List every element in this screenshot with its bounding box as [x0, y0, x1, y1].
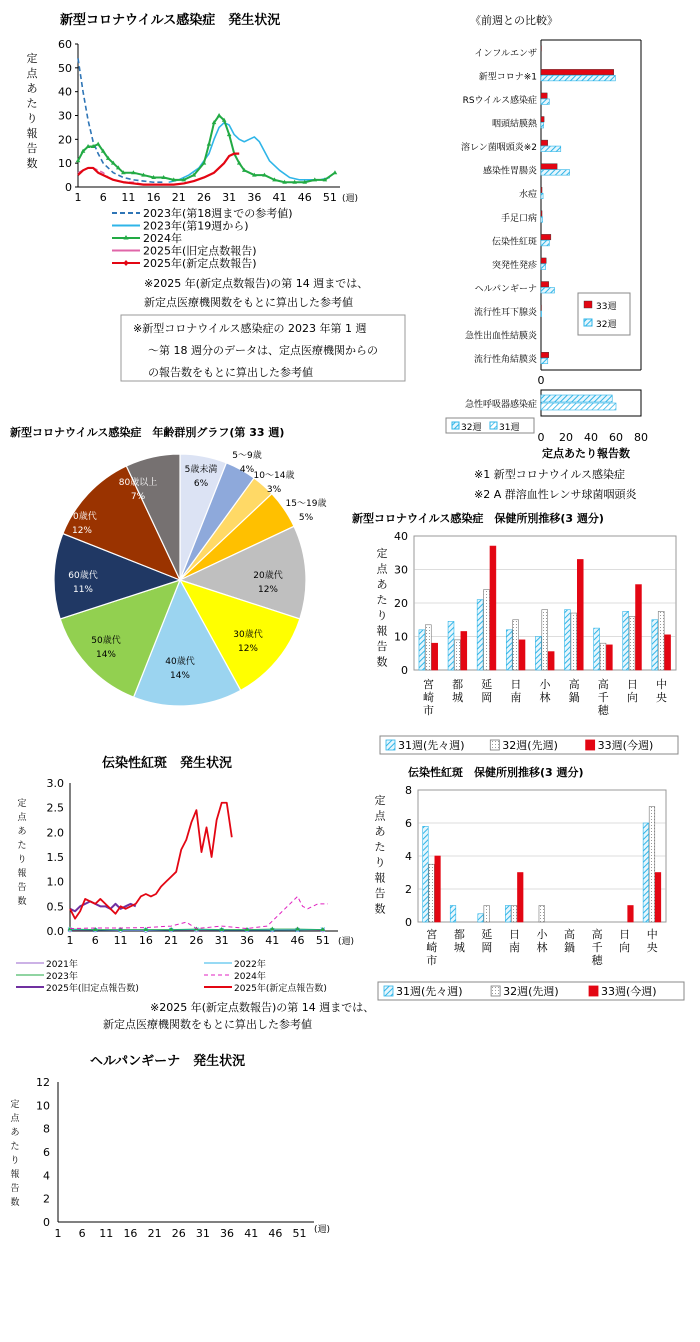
covid-hc-bar-0-7 [623, 611, 629, 670]
herp-trend-xtick: 11 [99, 1227, 114, 1240]
compare-bar-33-0 [541, 46, 542, 52]
covid-hc-legend-label: 32週(先週) [502, 739, 558, 752]
compare-legend-label: 32週 [596, 320, 617, 330]
compare-bar-32-3 [541, 123, 544, 129]
compare-bar-33-1 [541, 69, 614, 75]
pie-slice-label: 5歳未満 [184, 465, 218, 475]
compare-title: 《前週との比較》 [470, 14, 558, 27]
fifth-trend-series-5 [70, 803, 232, 919]
compare-bar-32-11 [541, 311, 542, 317]
fifth-hc-ytick: 0 [405, 916, 412, 929]
compare-bar-33-3 [541, 117, 544, 123]
covid-trend-box-line: ～第 18 週分のデータは、定点医療機関からの [148, 344, 378, 357]
fifth-hc-ytick: 8 [405, 784, 412, 797]
covid-hc-bar-2-4 [548, 652, 554, 670]
fifth-trend-xtick: 11 [113, 934, 128, 947]
fifth-hc-legend-swatch-2 [589, 986, 598, 996]
covid-hc-category-label: 延岡 [481, 678, 493, 704]
covid-trend-legend-marker [123, 260, 128, 266]
fifth-hc-bar-0-3 [505, 906, 511, 923]
fifth-hc-category-label: 都城 [453, 928, 465, 954]
covid-trend-xtick: 36 [247, 191, 262, 204]
fifth-trend-xtick: 26 [189, 934, 204, 947]
acute-xtick: 60 [609, 431, 623, 444]
compare-bar-32-8 [541, 240, 549, 246]
fifth-trend-note: 新定点医療機関数をもとに算出した参考値 [103, 1018, 312, 1031]
covid-trend-xtick: 41 [272, 191, 287, 204]
fifth-trend-xtick: 36 [239, 934, 254, 947]
fifth-trend-legend-item: 2021年 [46, 960, 78, 970]
covid-hc-bar-2-3 [519, 640, 525, 670]
covid-trend-xtick: 16 [146, 191, 161, 204]
fifth-hc-bar-0-1 [450, 906, 456, 923]
acute-xtick: 0 [537, 431, 545, 444]
pie-slice-pct: 12% [257, 585, 279, 595]
pie-slice-label: 40歳代 [165, 657, 195, 667]
acute-legend-swatch-31 [490, 422, 497, 429]
fifth-hc-bar-0-2 [478, 914, 484, 922]
covid-hc-bar-1-0 [425, 625, 431, 670]
covid-hc-legend-swatch-0 [386, 740, 395, 750]
fifth-hc-ytick: 6 [405, 817, 412, 830]
compare-bar-32-5 [541, 170, 570, 176]
compare-disease-label: 流行性耳下腺炎 [473, 308, 537, 319]
herp-trend-xtick: 51 [292, 1227, 307, 1240]
compare-legend-label: 33週 [596, 302, 617, 312]
covid-trend-xtick: 21 [171, 191, 186, 204]
compare-disease-label: RSウイルス感染症 [462, 95, 537, 106]
pie-slice-label: 60歳代 [68, 571, 98, 581]
fifth-hc-legend-label: 32週(先週) [503, 985, 559, 998]
pie-slice-pct: 5% [298, 513, 314, 523]
pie-slice-pct: 4% [239, 465, 255, 475]
pie-slice-label: 30歳代 [233, 630, 263, 640]
covid-trend-axis-unit: (週) [342, 194, 359, 204]
compare-bar-33-6 [541, 187, 542, 193]
covid-hc-ytick: 20 [394, 597, 408, 610]
pie-slice-label: 20歳代 [253, 571, 283, 581]
acute-xtick: 40 [584, 431, 598, 444]
compare-bar-33-4 [541, 140, 548, 146]
fifth-trend-legend-item: 2025年(新定点報告数) [234, 984, 327, 994]
covid-trend-ytick: 30 [58, 109, 72, 123]
compare-bar-33-11 [541, 305, 542, 311]
pie-slice-label: 15～19歳 [285, 499, 327, 509]
covid-hc-ylabel-text: 定点あたり報告数 [376, 547, 388, 669]
fifth-trend-xtick: 41 [265, 934, 280, 947]
acute-xtick: 20 [559, 431, 573, 444]
covid-trend-note: 新定点医療機関数をもとに算出した参考値 [144, 296, 353, 309]
compare-legend-swatch-33 [584, 301, 592, 308]
covid-hc-category-label: 宮崎市 [423, 678, 435, 717]
covid-hc-bar-2-2 [490, 546, 496, 670]
herp-trend-xtick: 31 [195, 1227, 210, 1240]
fifth-hc-legend-label: 31週(先々週) [396, 985, 463, 998]
covid-hc-category-label: 都城 [452, 678, 464, 704]
herp-trend-xtick: 36 [220, 1227, 235, 1240]
covid-trend-ytick: 20 [58, 133, 72, 147]
covid-trend-xtick: 46 [297, 191, 312, 204]
herp-trend-ylabel [10, 1098, 20, 1208]
fifth-trend-axis-unit: (週) [338, 937, 355, 947]
acute-legend-swatch-32 [452, 422, 459, 429]
covid-hc-bar-2-5 [577, 559, 583, 670]
fifth-trend-xtick: 21 [164, 934, 179, 947]
covid-hc-legend-label: 31週(先々週) [398, 739, 465, 752]
covid-trend-xtick: 26 [196, 191, 211, 204]
covid-hc-category-label: 高千穂 [597, 678, 609, 717]
fifth-trend-ylabel-text: 定点あたり報告数 [17, 799, 27, 907]
fifth-trend-ytick: 1.5 [46, 851, 64, 864]
fifth-hc-legend-label: 33週(今週) [601, 985, 657, 998]
age-pie-title: 新型コロナウイルス感染症 年齢群別グラフ(第 33 週) [10, 426, 285, 439]
covid-trend-ytick: 60 [58, 38, 72, 51]
fifth-trend-xtick: 1 [66, 934, 74, 947]
pie-slice-label: 10～14歳 [253, 471, 295, 481]
covid-trend-series-3 [78, 168, 144, 185]
covid-trend-legend-item: 2023年(第19週から) [143, 219, 249, 233]
covid-hc-bar-2-1 [461, 631, 467, 670]
fifth-trend-ytick: 0.5 [46, 900, 64, 914]
covid-hc-ytick: 40 [394, 530, 408, 543]
fifth-hc-category-label: 高千穂 [591, 928, 603, 967]
covid-hc-bar-2-8 [665, 635, 671, 670]
pie-slice-label: 70歳代 [67, 512, 97, 522]
compare-bar-33-2 [541, 93, 547, 99]
herp-trend-axis-unit: (週) [314, 1225, 331, 1235]
pie-slice-pct: 6% [193, 479, 209, 489]
covid-trend-ytick: 40 [58, 85, 72, 99]
acute-label: 急性呼吸器感染症 [464, 400, 537, 410]
fifth-trend-ytick: 3.0 [46, 777, 64, 790]
pie-slice-label: 50歳代 [91, 636, 121, 646]
covid-trend-ylabel [27, 52, 39, 170]
fifth-trend-title: 伝染性紅斑 発生状況 [102, 756, 233, 771]
covid-hc-legend-swatch-2 [586, 740, 595, 750]
fifth-hc-bar-1-8 [649, 807, 655, 923]
herp-trend-xtick: 46 [268, 1227, 283, 1240]
fifth-hc-category-label: 中央 [646, 928, 658, 954]
covid-hc-category-label: 小林 [539, 678, 551, 704]
pie-slice-pct: 12% [71, 526, 93, 536]
compare-disease-label: ヘルパンギーナ [474, 284, 537, 295]
compare-disease-label: 伝染性紅斑 [491, 237, 537, 248]
fifth-hc-bar-1-0 [429, 864, 435, 922]
covid-trend-point-2-18 [207, 142, 212, 146]
fifth-hc-bar-2-0 [435, 856, 441, 922]
covid-trend-legend-item: 2023年(第18週までの参考値) [143, 207, 293, 220]
pie-slice-pct: 14% [169, 671, 191, 681]
covid-hc-bar-1-8 [658, 611, 664, 670]
acute-xtick: 80 [634, 431, 648, 444]
covid-hc-ytick: 10 [394, 630, 408, 644]
fifth-hc-bar-0-8 [643, 823, 649, 922]
compare-bar-33-5 [541, 164, 557, 170]
fifth-trend-ylabel [17, 797, 27, 907]
pie-slice-pct: 14% [95, 650, 117, 660]
covid-trend-series-4 [78, 154, 239, 185]
herp-trend-ytick: 12 [36, 1076, 50, 1089]
fifth-hc-category-label: 小林 [536, 928, 548, 954]
covid-trend-ytick: 0 [65, 181, 72, 194]
compare-legend-swatch-32 [584, 319, 592, 326]
covid-hc-bar-1-3 [513, 620, 519, 670]
covid-trend-xtick: 6 [99, 191, 107, 204]
compare-bar-32-6 [541, 193, 543, 199]
fifth-hc-bar-2-3 [517, 873, 523, 923]
covid-trend-legend-item: 2025年(新定点数報告) [143, 257, 257, 270]
fifth-trend-series-3 [70, 896, 328, 928]
compare-bar-33-8 [541, 234, 551, 240]
acute-legend-label: 32週 [461, 423, 482, 433]
pie-slice-label: 80歳以上 [118, 478, 158, 488]
herp-trend-ylabel-text: 定点あたり報告数 [10, 1100, 20, 1208]
fifth-trend-legend-item: 2024年 [234, 972, 266, 982]
compare-bar-32-7 [541, 217, 543, 223]
compare-disease-label: 水痘 [518, 190, 537, 201]
compare-xtick: 0 [537, 374, 545, 387]
compare-bar-33-7 [541, 211, 542, 217]
herp-trend-xtick: 6 [78, 1227, 86, 1240]
herp-trend-ytick: 2 [43, 1192, 50, 1206]
herp-trend-ytick: 6 [43, 1146, 50, 1159]
herp-trend-ytick: 0 [43, 1216, 50, 1229]
fifth-trend-legend-item: 2023年 [46, 972, 78, 982]
fifth-hc-bar-2-7 [628, 906, 634, 923]
fifth-trend-xtick: 6 [91, 934, 99, 947]
compare-bar-33-13 [541, 352, 549, 358]
fifth-trend-xtick: 46 [290, 934, 305, 947]
covid-hc-bar-0-3 [506, 630, 512, 670]
covid-hc-bar-0-5 [565, 610, 571, 670]
fifth-hc-bar-2-8 [655, 873, 661, 923]
compare-disease-label: 突発性発疹 [491, 260, 537, 271]
compare-bar-33-10 [541, 282, 549, 288]
herp-trend-ytick: 10 [36, 1099, 50, 1113]
fifth-hc-category-label: 延岡 [481, 928, 493, 954]
covid-hc-bar-0-6 [594, 628, 600, 670]
fifth-hc-ytick: 2 [405, 883, 412, 896]
compare-disease-label: 新型コロナ※1 [478, 72, 537, 83]
compare-footnote: ※2 A 群溶血性レンサ球菌咽頭炎 [474, 488, 637, 501]
covid-hc-category-label: 高鍋 [568, 678, 580, 704]
covid-hc-bar-2-0 [432, 643, 438, 670]
covid-trend-legend-item: 2025年(旧定点数報告) [143, 244, 257, 258]
compare-disease-label: 急性出血性結膜炎 [464, 331, 537, 342]
fifth-hc-legend-swatch-0 [384, 986, 393, 996]
fifth-hc-category-label: 宮崎市 [426, 928, 438, 967]
fifth-trend-xtick: 31 [214, 934, 229, 947]
fifth-hc-category-label: 日向 [619, 928, 631, 954]
fifth-hc-title: 伝染性紅斑 保健所別推移(3 週分) [408, 766, 584, 779]
fifth-trend-xtick: 16 [138, 934, 153, 947]
covid-trend-xtick: 31 [222, 191, 237, 204]
fifth-hc-bar-1-3 [511, 906, 517, 923]
covid-trend-xtick: 51 [322, 191, 337, 204]
covid-hc-bar-0-0 [419, 630, 425, 670]
fifth-hc-bar-1-4 [539, 906, 545, 923]
fifth-trend-ytick: 2.0 [46, 826, 64, 840]
covid-hc-bar-1-5 [571, 613, 577, 670]
fifth-trend-ytick: 2.5 [46, 801, 64, 815]
covid-hc-category-label: 日向 [626, 678, 638, 704]
covid-hc-bar-1-2 [484, 590, 490, 670]
compare-bar-32-4 [541, 146, 561, 152]
covid-hc-bar-0-1 [448, 621, 454, 670]
herp-trend-title: ヘルパンギーナ 発生状況 [90, 1054, 246, 1069]
covid-hc-bar-0-2 [477, 600, 483, 670]
covid-hc-title: 新型コロナウイルス感染症 保健所別推移(3 週分) [352, 512, 604, 525]
compare-footnote: ※1 新型コロナウイルス感染症 [474, 468, 626, 481]
herp-trend-xtick: 26 [171, 1227, 186, 1240]
pie-slice-label: 5～9歳 [232, 451, 262, 461]
covid-hc-legend-swatch-1 [490, 740, 499, 750]
covid-hc-legend-label: 33週(今週) [597, 739, 654, 752]
fifth-trend-legend-item: 2022年 [234, 960, 266, 970]
herp-trend-xtick: 21 [147, 1227, 162, 1240]
compare-disease-label: 咽頭結膜熱 [491, 119, 537, 130]
herp-trend-ytick: 4 [43, 1169, 50, 1183]
fifth-hc-bar-1-2 [484, 906, 490, 923]
compare-bar-32-1 [541, 75, 615, 81]
covid-trend-title: 新型コロナウイルス感染症 発生状況 [60, 13, 281, 28]
covid-hc-ylabel [377, 547, 389, 669]
covid-trend-point-2-4 [96, 142, 101, 146]
compare-bar-32-13 [541, 358, 548, 364]
compare-bar-32-2 [541, 99, 549, 105]
herp-trend-xtick: 1 [54, 1227, 62, 1240]
fifth-trend-legend-item: 2025年(旧定点報告数) [46, 984, 139, 994]
compare-disease-label: 流行性角結膜炎 [473, 355, 537, 366]
pie-slice-pct: 12% [237, 644, 259, 654]
fifth-hc-legend-swatch-1 [491, 986, 500, 996]
compare-bar-33-9 [541, 258, 546, 264]
covid-trend-ytick: 50 [58, 61, 72, 75]
acute-legend-label: 31週 [499, 423, 520, 433]
herp-trend-ytick: 8 [43, 1122, 50, 1136]
covid-trend-point-2-34 [333, 170, 338, 174]
covid-trend-xtick: 11 [121, 191, 136, 204]
compare-disease-label: 手足口病 [500, 213, 537, 224]
covid-trend-series-2 [78, 116, 335, 183]
covid-hc-category-label: 中央 [655, 678, 667, 704]
covid-trend-legend-item: 2024年 [143, 232, 182, 245]
covid-trend-ytick: 10 [58, 157, 72, 171]
covid-trend-xtick: 1 [74, 191, 82, 204]
compare-disease-label: インフルエンザ [474, 48, 537, 59]
fifth-hc-ytick: 4 [405, 850, 412, 863]
covid-hc-bar-2-7 [636, 585, 642, 670]
fifth-trend-note: ※2025 年(新定点数報告)の第 14 週までは、 [150, 1001, 375, 1014]
covid-hc-bar-0-4 [535, 637, 541, 671]
acute-bar-32 [541, 395, 612, 402]
herp-trend-xtick: 41 [244, 1227, 259, 1240]
covid-hc-bar-1-7 [629, 616, 635, 670]
compare-bar-32-9 [541, 264, 546, 270]
pie-slice-pct: 7% [130, 492, 146, 502]
fifth-trend-ytick: 0.0 [46, 925, 64, 938]
acute-bar-31 [541, 403, 616, 410]
covid-hc-bar-1-4 [542, 610, 548, 670]
pie-slice-pct: 3% [266, 485, 282, 495]
fifth-trend-ytick: 1.0 [46, 875, 64, 889]
covid-trend-box-line: ※新型コロナウイルス感染症の 2023 年第 1 週 [133, 322, 367, 335]
covid-hc-bar-2-6 [606, 645, 612, 670]
compare-bar-32-10 [541, 288, 555, 294]
covid-trend-series-0 [78, 58, 164, 182]
fifth-hc-bar-0-0 [423, 826, 429, 922]
fifth-hc-ylabel-text: 定点あたり報告数 [374, 794, 386, 916]
fifth-hc-category-label: 高鍋 [564, 928, 576, 954]
fifth-hc-category-label: 日南 [508, 928, 520, 954]
covid-hc-bar-1-6 [600, 643, 606, 670]
covid-hc-ytick: 0 [401, 664, 408, 677]
fifth-trend-xtick: 51 [315, 934, 330, 947]
covid-trend-box-line: の報告数をもとに算出した参考値 [148, 366, 313, 379]
covid-hc-category-label: 日南 [510, 678, 522, 704]
fifth-hc-ylabel [375, 794, 387, 916]
covid-trend-note: ※2025 年(新定点数報告)の第 14 週までは、 [144, 277, 369, 290]
compare-xlabel: 定点あたり報告数 [542, 447, 630, 460]
compare-disease-label: 溶レン菌咽頭炎※2 [460, 143, 537, 154]
covid-hc-ytick: 30 [394, 563, 408, 577]
herp-trend-xtick: 16 [123, 1227, 138, 1240]
covid-trend-ylabel-text: 定点あたり報告数 [26, 52, 38, 170]
covid-hc-bar-0-8 [652, 620, 658, 670]
covid-trend-point-2-20 [217, 113, 222, 117]
compare-disease-label: 感染性胃腸炎 [482, 166, 537, 177]
pie-slice-pct: 11% [72, 585, 94, 595]
covid-hc-bar-1-1 [454, 640, 460, 670]
